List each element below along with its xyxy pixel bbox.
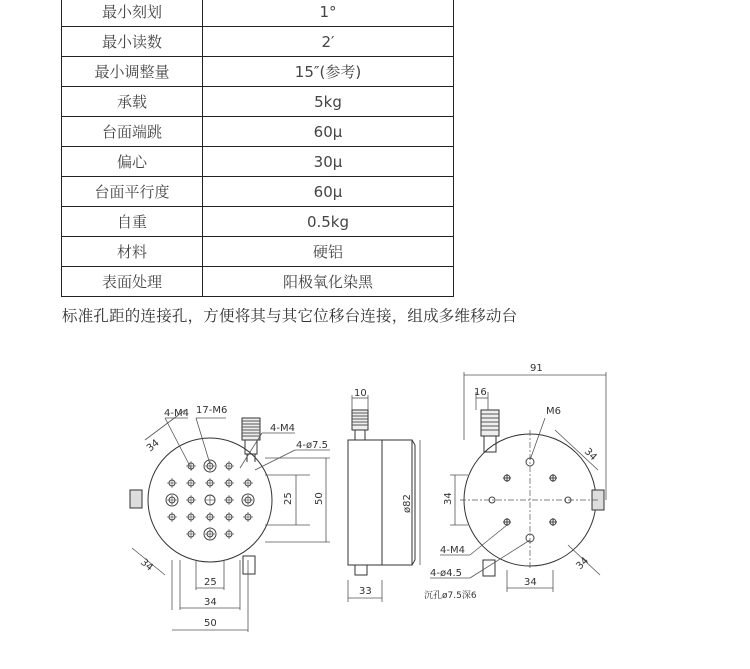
spec-value: 1°: [203, 0, 454, 27]
spec-key: 偏心: [62, 147, 203, 177]
side-dim-33: 33: [359, 586, 372, 597]
spec-key: 自重: [62, 207, 203, 237]
side-view: [348, 388, 420, 602]
spec-table: [61, 0, 454, 297]
front-dim-34-left: 34: [138, 556, 155, 574]
spec-value: 60μ: [203, 117, 454, 147]
side-micrometer: [352, 410, 368, 440]
spec-key: 材料: [62, 237, 203, 267]
spec-row: [62, 57, 454, 87]
front-label-17m6: 17-M6: [196, 405, 228, 416]
spec-value: 阳极氧化染黑: [203, 267, 454, 297]
back-micrometer: [481, 410, 499, 452]
spec-value: 硬铝: [203, 237, 454, 267]
back-dim-16: 16: [474, 387, 487, 398]
side-dim-82: ø82: [402, 494, 413, 513]
spec-row: [62, 207, 454, 237]
front-label-4d75: 4-ø7.5: [296, 440, 328, 451]
front-label-4m4: 4-M4: [164, 408, 189, 419]
back-view: [424, 363, 606, 601]
spec-value: 5kg: [203, 87, 454, 117]
front-hole-grid: [166, 460, 254, 540]
spec-row: [62, 177, 454, 207]
spec-row: [62, 0, 454, 27]
spec-key: 最小调整量: [62, 57, 203, 87]
side-body-main: [348, 440, 382, 565]
front-view: [130, 405, 330, 632]
back-dim-34-bottom: 34: [524, 577, 537, 588]
spec-key: 台面平行度: [62, 177, 203, 207]
front-dim-34-top: 34: [144, 437, 162, 455]
back-label-m6: M6: [546, 406, 561, 417]
back-dim-34-left: 34: [443, 492, 454, 505]
spec-value: 2′: [203, 27, 454, 57]
spec-key: 承载: [62, 87, 203, 117]
front-side-knob: [130, 490, 142, 508]
back-label-4d45: 4-ø4.5: [430, 568, 462, 579]
spec-row: [62, 27, 454, 57]
spec-key: 台面端跳: [62, 117, 203, 147]
spec-row: [62, 117, 454, 147]
back-label-counterbore: 沉孔ø7.5深6: [424, 591, 477, 601]
front-dim-50-right: 50: [314, 492, 325, 505]
spec-row: [62, 87, 454, 117]
spec-value: 60μ: [203, 177, 454, 207]
side-dim-10: 10: [354, 388, 367, 399]
back-dim-91: 91: [530, 363, 543, 374]
front-label-4m4-right: 4-M4: [270, 423, 295, 434]
front-dim-25-right: 25: [283, 492, 294, 505]
front-dim-25-bottom: 25: [204, 577, 217, 588]
spec-key: 最小刻划: [62, 0, 203, 27]
spec-table-body: [62, 0, 454, 297]
spec-value: 0.5kg: [203, 207, 454, 237]
spec-value: 15″(参考): [203, 57, 454, 87]
front-dim-50-bottom: 50: [204, 618, 217, 629]
spec-row: [62, 267, 454, 297]
back-dim-34-br: 34: [574, 555, 592, 573]
back-label-4m4: 4-M4: [440, 545, 465, 556]
spec-key: 表面处理: [62, 267, 203, 297]
back-dim-34-right: 34: [581, 446, 599, 464]
front-dim-34-bottom: 34: [204, 597, 217, 608]
spec-row: [62, 147, 454, 177]
spec-value: 30μ: [203, 147, 454, 177]
technical-drawing: [0, 330, 750, 669]
spec-row: [62, 237, 454, 267]
caption-text: 标准孔距的连接孔，方便将其与其它位移台连接，组成多维移动台: [62, 307, 518, 325]
spec-key: 最小读数: [62, 27, 203, 57]
front-bottom-stub: [243, 556, 255, 574]
